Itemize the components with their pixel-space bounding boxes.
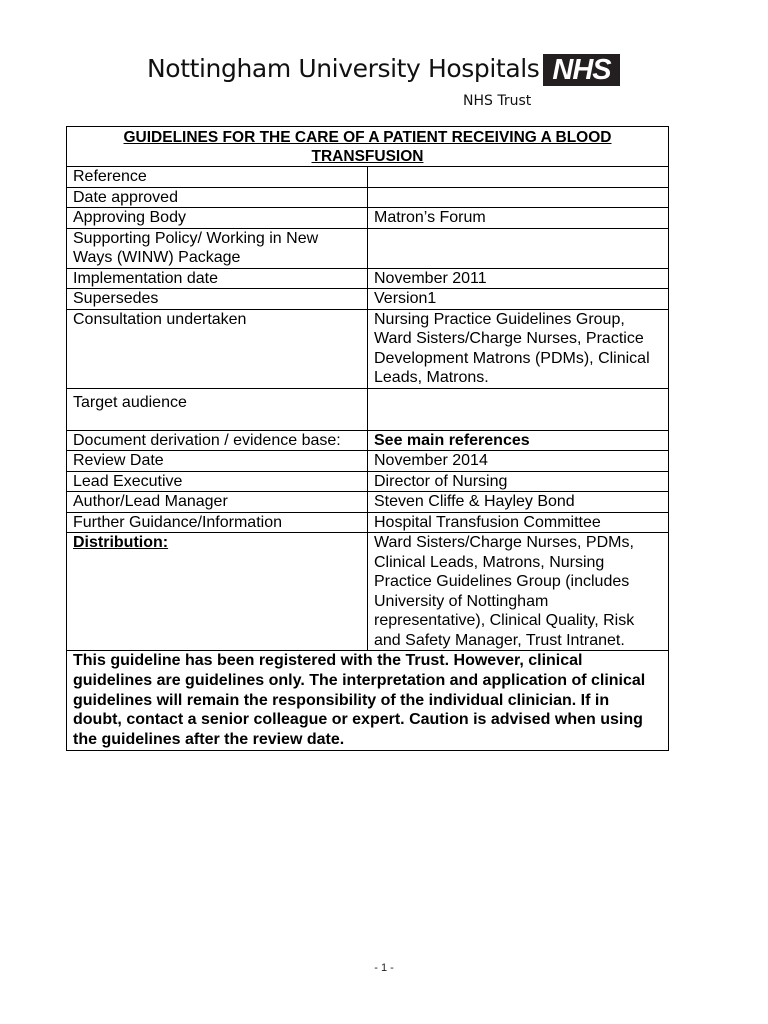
row-label: Review Date — [67, 451, 368, 472]
table-row — [67, 388, 669, 430]
row-value: Version1 — [368, 289, 669, 310]
row-value: Nursing Practice Guidelines Group, Ward Sisters/Charge Nurses, Practice Development Matrons (PDMs), Clinical Leads, Matrons. — [368, 309, 669, 388]
document-title: GUIDELINES FOR THE CARE OF A PATIENT RECEIVING A BLOOD TRANSFUSION — [67, 127, 669, 167]
title-row — [67, 127, 669, 167]
row-label: Approving Body — [67, 208, 368, 229]
row-label: Consultation undertaken — [67, 309, 368, 388]
table-row — [67, 187, 669, 208]
org-subtitle: NHS Trust — [463, 93, 532, 109]
row-label: Implementation date — [67, 268, 368, 289]
table-row — [67, 228, 669, 268]
table-row — [67, 309, 669, 388]
row-value: Steven Cliffe & Hayley Bond — [368, 492, 669, 513]
row-label: Target audience — [67, 388, 368, 430]
page-number: - 1 - — [374, 962, 394, 974]
row-value — [368, 388, 669, 430]
row-label: Distribution: — [67, 533, 368, 651]
row-label: Date approved — [67, 187, 368, 208]
row-value: Director of Nursing — [368, 471, 669, 492]
row-value: Matron’s Forum — [368, 208, 669, 229]
row-value — [368, 187, 669, 208]
row-label: Document derivation / evidence base: — [67, 430, 368, 451]
table-row — [67, 471, 669, 492]
row-label: Author/Lead Manager — [67, 492, 368, 513]
table-row — [67, 268, 669, 289]
org-name: Nottingham University Hospitals — [147, 54, 540, 83]
row-value: Hospital Transfusion Committee — [368, 512, 669, 533]
table-row — [67, 430, 669, 451]
row-value — [368, 167, 669, 188]
row-value: November 2014 — [368, 451, 669, 472]
table-row — [67, 208, 669, 229]
table-row — [67, 512, 669, 533]
nhs-logo: NHS — [543, 54, 620, 86]
row-value: November 2011 — [368, 268, 669, 289]
disclaimer-text: This guideline has been registered with the Trust. However, clinical guidelines are guidelines only. The interpretation and application of clinical guidelines will remain the responsibility of the individual clinician. If in doubt, contact a senior colleague or expert. Caution is advised when using the guidelines after the review date. — [67, 651, 669, 751]
table-row — [67, 289, 669, 310]
row-label: Reference — [67, 167, 368, 188]
row-label: Supersedes — [67, 289, 368, 310]
row-label: Supporting Policy/ Working in New Ways (WINW) Package — [67, 228, 368, 268]
row-value: Ward Sisters/Charge Nurses, PDMs, Clinical Leads, Matrons, Nursing Practice Guidelines Group (includes University of Nottingham representative), Clinical Quality, Risk and Safety Manager, Trust Intranet. — [368, 533, 669, 651]
page-header — [0, 0, 768, 120]
row-value — [368, 228, 669, 268]
row-label: Lead Executive — [67, 471, 368, 492]
disclaimer-row — [67, 651, 669, 751]
table-row — [67, 533, 669, 651]
table-row — [67, 451, 669, 472]
table-row — [67, 167, 669, 188]
document-control-table — [66, 126, 669, 751]
row-label: Further Guidance/Information — [67, 512, 368, 533]
table-row — [67, 492, 669, 513]
row-value: See main references — [368, 430, 669, 451]
